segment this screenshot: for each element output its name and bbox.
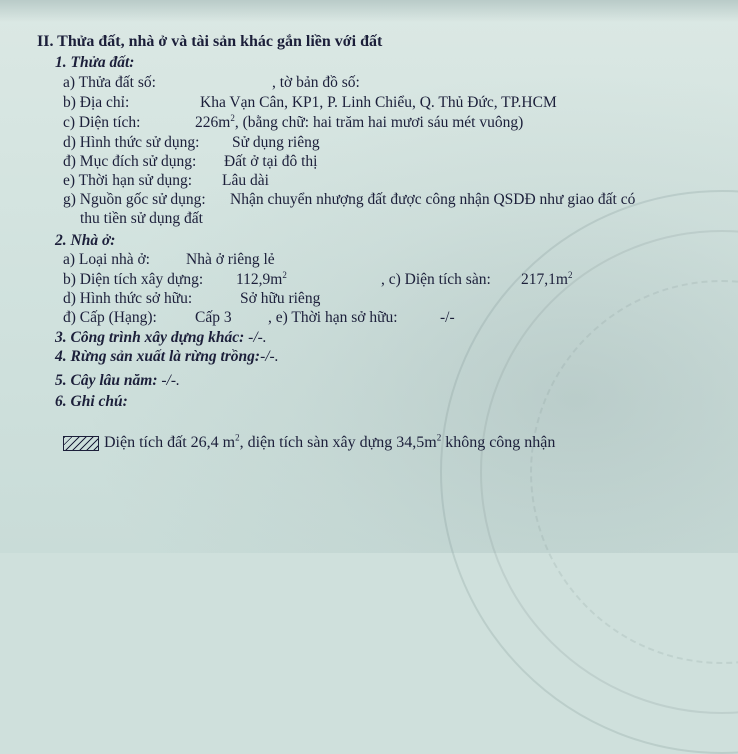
production-forest-label: 4. Rừng sản xuất là rừng trồng: [55, 348, 261, 365]
floor-area-label: , c) Diện tích sàn: [381, 271, 491, 288]
term-value: Lâu dài [222, 172, 269, 189]
area-number: 226m [195, 114, 231, 131]
purpose-label: đ) Mục đích sử dụng: [63, 153, 197, 170]
area-label: c) Diện tích: [63, 114, 141, 131]
grade-value: Cấp 3 [195, 309, 232, 326]
parcel-number-label: a) Thửa đất số: [63, 74, 156, 91]
note-text-part-2: , diện tích sàn xây dựng 34,5m [239, 434, 437, 451]
origin-label: g) Nguồn gốc sử dụng: [63, 191, 206, 208]
area-words: , (bằng chữ: hai trăm hai mươi sáu mét vuông) [234, 114, 524, 131]
address-label: b) Địa chỉ: [63, 94, 130, 111]
floor-area-number: 217,1m [521, 271, 568, 288]
other-construction-label: 3. Công trình xây dựng khác: [55, 329, 245, 346]
own-term-value: -/- [440, 309, 455, 326]
page-edge-shadow [0, 0, 738, 22]
origin-value-continued: thu tiền sử dụng đất [80, 210, 203, 227]
production-forest-value: -/-. [260, 348, 279, 365]
build-area-value [236, 271, 287, 289]
build-area-label: b) Diện tích xây dựng: [63, 271, 204, 288]
floor-area-value [521, 271, 572, 289]
map-sheet-label: , tờ bản đồ số: [272, 74, 360, 91]
production-forest [55, 348, 279, 366]
other-construction [55, 329, 267, 347]
note-text-sup-2: 2 [436, 432, 442, 443]
build-area-unit-sup: 2 [282, 269, 287, 280]
house-title: 2. Nhà ở: [55, 232, 116, 249]
own-term-label: , e) Thời hạn sở hữu: [268, 309, 398, 326]
house-type-label: a) Loại nhà ở: [63, 251, 150, 268]
note-text-part-3: không công nhận [441, 434, 556, 451]
note-text-sup-1: 2 [235, 432, 240, 443]
build-area-number: 112,9m [236, 271, 283, 288]
use-form-value: Sử dụng riêng [232, 134, 320, 151]
own-form-label: d) Hình thức sở hữu: [63, 290, 193, 307]
notes-title: 6. Ghi chú: [55, 393, 128, 410]
perennial-trees-label: 5. Cây lâu năm: [55, 372, 158, 389]
area-value [195, 114, 523, 132]
area-unit-sup: 2 [230, 112, 235, 123]
own-form-value: Sở hữu riêng [240, 290, 321, 307]
note-text [104, 434, 555, 452]
section-header: II. Thửa đất, nhà ở và tài sản khác gắn liền với đất [37, 33, 383, 50]
floor-area-unit-sup: 2 [567, 269, 573, 280]
other-construction-value: -/-. [248, 329, 267, 346]
address-value: Kha Vạn Cân, KP1, P. Linh Chiểu, Q. Thủ Đức, TP.HCM [200, 94, 557, 111]
house-type-value: Nhà ở riêng lẻ [186, 251, 275, 268]
origin-value: Nhận chuyển nhượng đất được công nhận QSDĐ như giao đất có [230, 191, 636, 208]
purpose-value: Đất ở tại đô thị [224, 153, 318, 170]
hatched-legend-swatch [63, 436, 99, 451]
perennial-trees [55, 372, 180, 390]
grade-label: đ) Cấp (Hạng): [63, 309, 157, 326]
perennial-trees-value: -/-. [161, 372, 180, 389]
note-text-part-1: Diện tích đất 26,4 m [104, 434, 236, 451]
term-label: e) Thời hạn sử dụng: [63, 172, 193, 189]
land-title: 1. Thửa đất: [55, 54, 135, 71]
use-form-label: d) Hình thức sử dụng: [63, 134, 200, 151]
